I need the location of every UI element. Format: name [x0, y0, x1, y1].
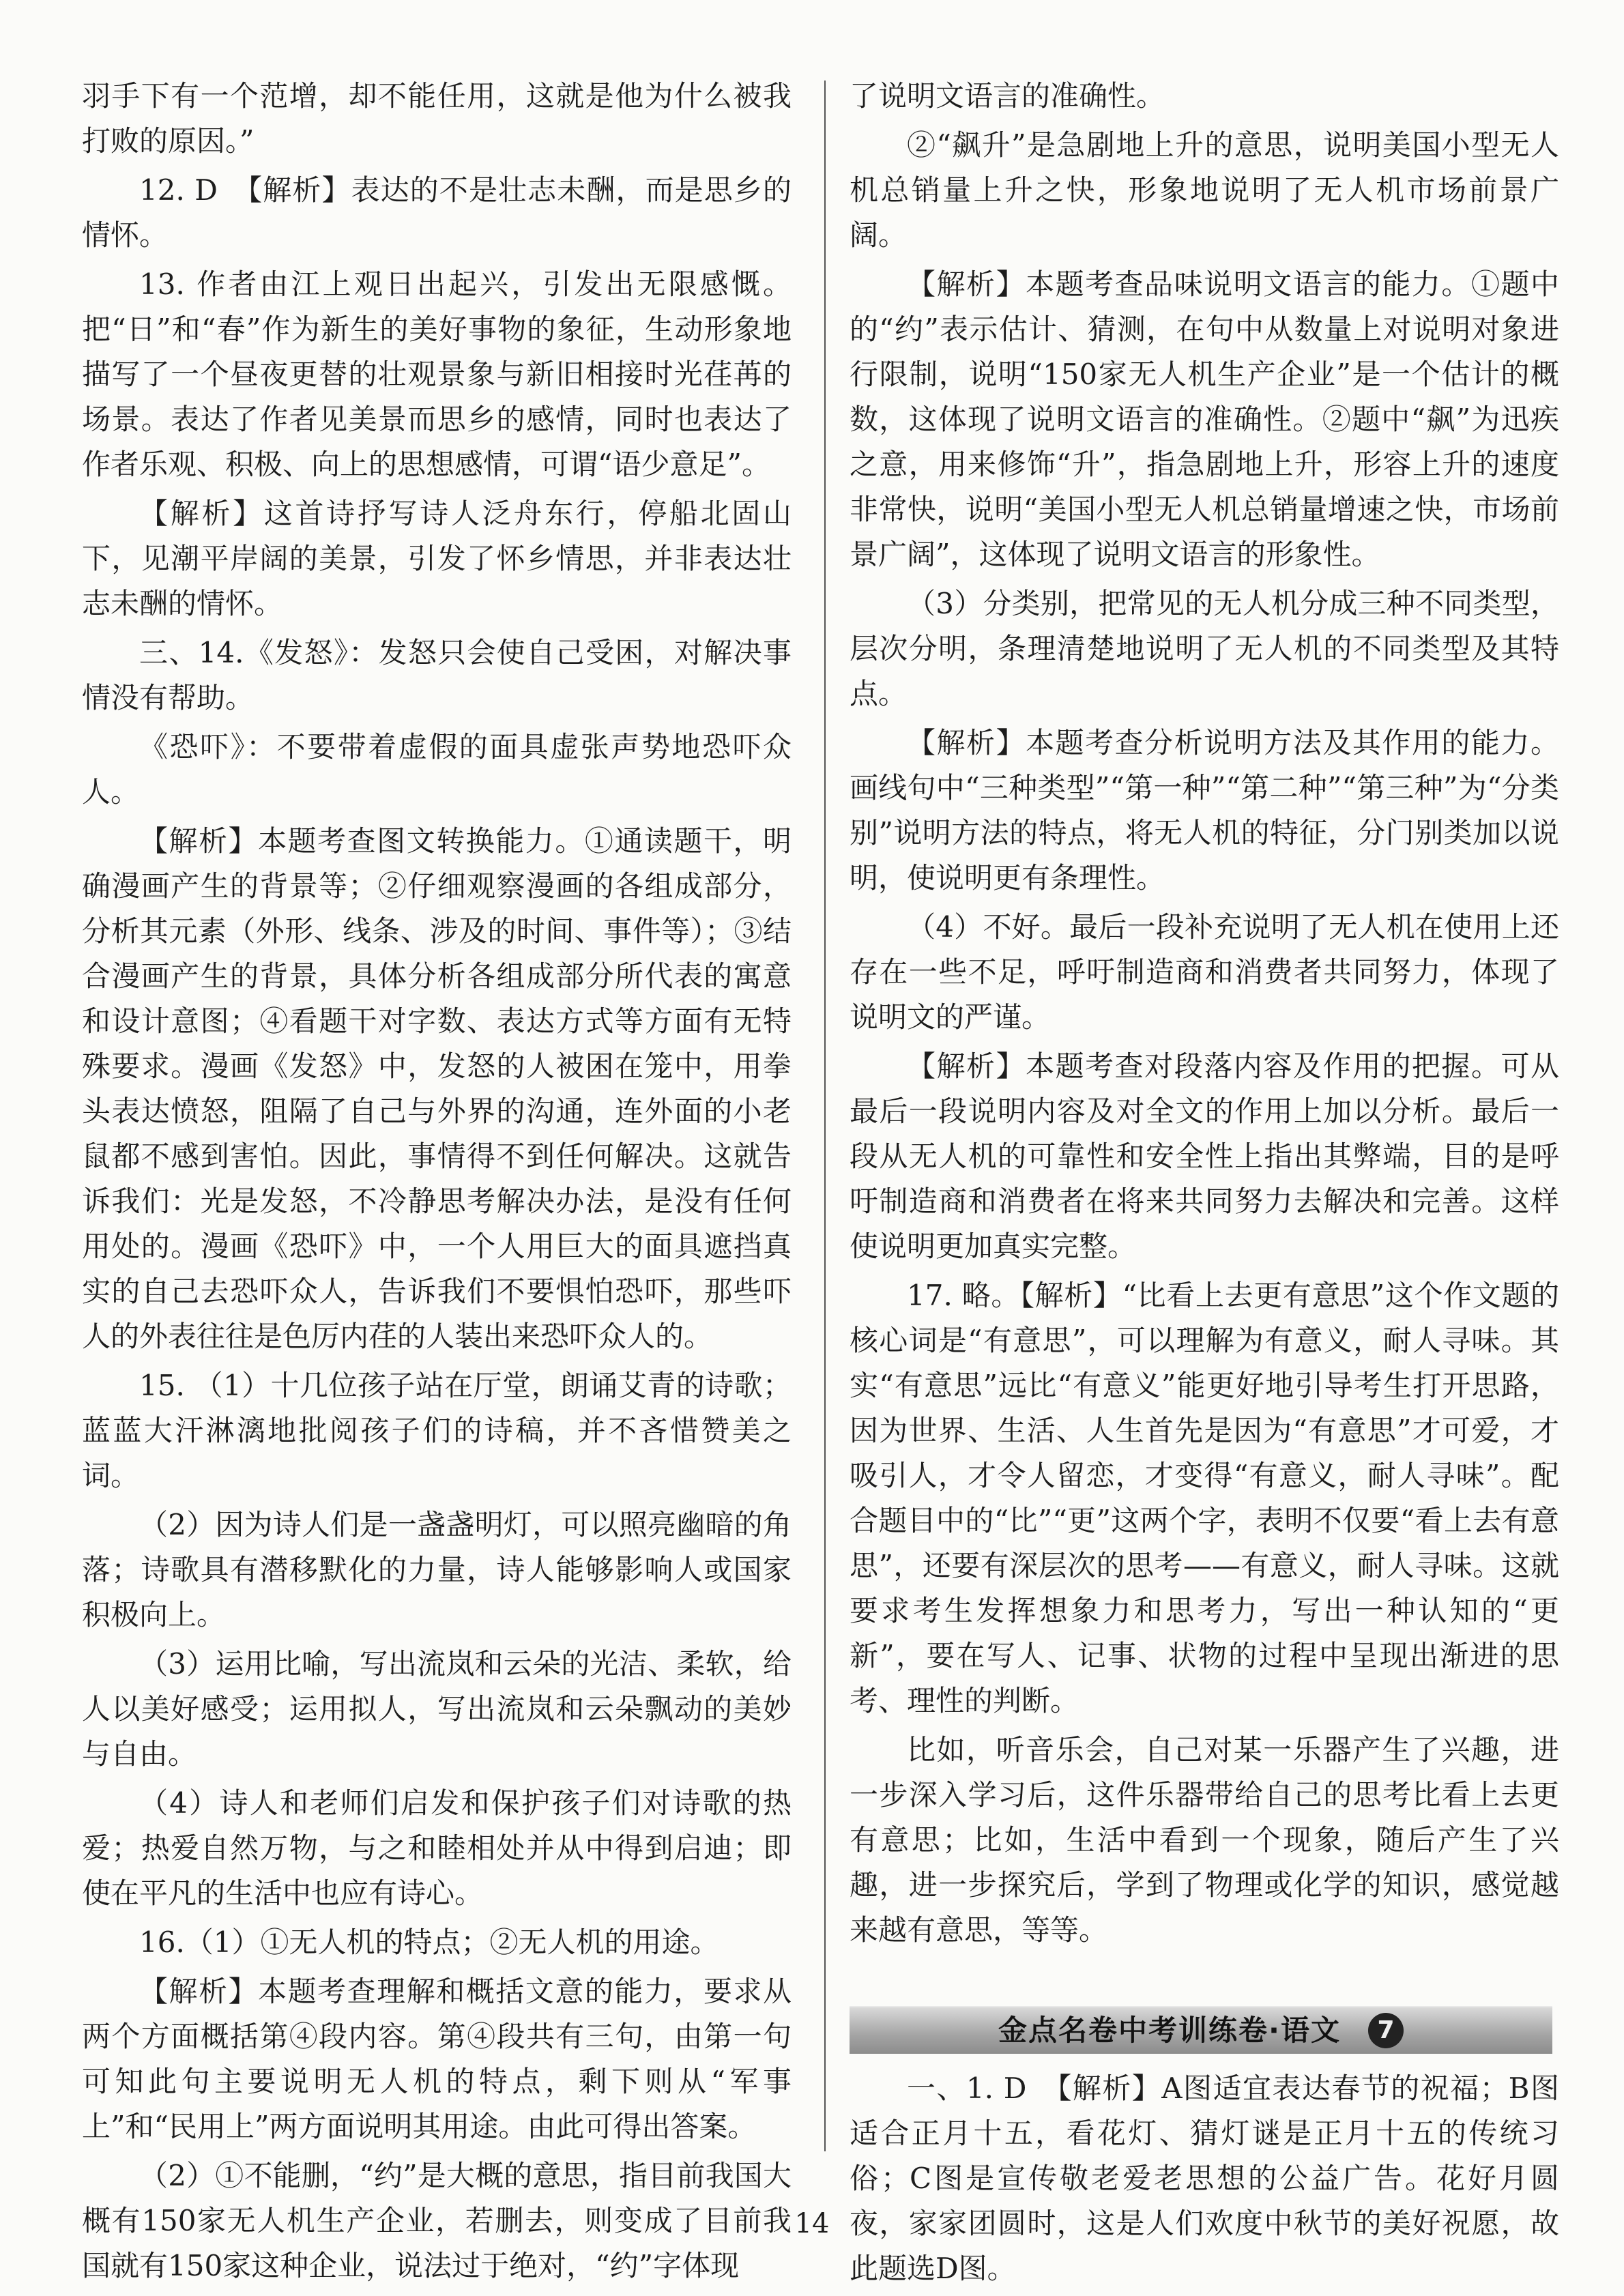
- after-banner-answers: [850, 2066, 1559, 2291]
- answer-paragraph: （2）因为诗人们是一盏盏明灯，可以照亮幽暗的角落；诗歌具有潜移默化的力量，诗人能够影响人或国家积极向上。: [82, 1508, 792, 1631]
- answer-paragraph: （3）运用比喻，写出流岚和云朵的光洁、柔软，给人以美好感受；运用拟人，写出流岚和云朵飘动的美妙与自由。: [82, 1647, 792, 1771]
- answer-paragraph: 【解析】本题考查理解和概括文意的能力，要求从两个方面概括第④段内容。第④段共有三句，由第一句可知此句主要说明无人机的特点，剩下则从“军事上”和“民用上”两方面说明其用途。由此可得出答案。: [82, 1975, 792, 2143]
- answer-paragraph: 16.（1）①无人机的特点；②无人机的用途。: [139, 1926, 719, 1959]
- banner-number-badge: 7: [1368, 2013, 1404, 2048]
- answer-paragraph: 一、1. D 【解析】A图适宜表达春节的祝福；B图适合正月十五，看花灯、猜灯谜是正月十五的传统习俗；C图是宣传敬老爱老思想的公益广告。花好月圆夜，家家团圆时，这是人们欢度中秋节的美好祝愿，故此题选D图。: [850, 2072, 1559, 2285]
- answer-paragraph: （4）不好。最后一段补充说明了无人机在使用上还存在一些不足，呼吁制造商和消费者共同努力，体现了说明文的严谨。: [850, 910, 1559, 1034]
- answer-paragraph: 比如，听音乐会，自己对某一乐器产生了兴趣，进一步深入学习后，这件乐器带给自己的思考比看上去更有意思；比如，生活中看到一个现象，随后产生了兴趣，进一步探究后，学到了物理或化学的知识，感觉越来越有意思，等等。: [850, 1733, 1559, 1947]
- answer-paragraph: （4）诗人和老师们启发和保护孩子们对诗歌的热爱；热爱自然万物，与之和睦相处并从中得到启迪；即使在平凡的生活中也应有诗心。: [82, 1786, 792, 1910]
- answer-paragraph: 【解析】本题考查对段落内容及作用的把握。可从最后一段说明内容及对全文的作用上加以分析。最后一段从无人机的可靠性和安全性上指出其弊端，目的是呼吁制造商和消费者在将来共同努力去解决和完善。这样使说明更加真实完整。: [850, 1049, 1559, 1263]
- banner-title: 金点名卷中考训练卷·语文: [998, 2014, 1341, 2047]
- answer-paragraph: （2）①不能删，“约”是大概的意思，指目前我国大概有150家无人机生产企业，若删去，则变成了目前我国就有150家这种企业，说法过于绝对，“约”字体现: [82, 2159, 792, 2282]
- right-column: [850, 74, 1559, 2295]
- answer-paragraph: 三、14.《发怒》：发怒只会使自己受困，对解决事情没有帮助。: [82, 636, 792, 714]
- answer-paragraph: 17. 略。【解析】“比看上去更有意思”这个作文题的核心词是“有意思”，可以理解为有意义，耐人寻味。其实“有意思”远比“有意义”能更好地引导考生打开思路，因为世界、生活、人生首先是因为“有意思”才可爱，才吸引人，才令人留恋，才变得“有意义，耐人寻味”。配合题目中的“比”“更”这两个字，表明不仅要“看上去有意思”，还要有深层次的思考——有意义，耐人寻味。这就要求考生发挥想象力和思考力，写出一种认知的“更新”，要在写人、记事、状物的过程中呈现出渐进的思考、理性的判断。: [850, 1279, 1559, 1717]
- answer-paragraph: 了说明文语言的准确性。: [850, 79, 1165, 113]
- right-answers: [850, 74, 1559, 1953]
- page-number: 14: [794, 2208, 830, 2239]
- answer-paragraph: 15. （1）十几位孩子站在厅堂，朗诵艾青的诗歌；蓝蓝大汗淋漓地批阅孩子们的诗稿，并不吝惜赞美之词。: [82, 1369, 792, 1492]
- left-column: [82, 74, 792, 2293]
- answer-paragraph: 《恐吓》：不要带着虚假的面具虚张声势地恐吓众人。: [82, 730, 792, 809]
- answer-paragraph: （3）分类别，把常见的无人机分成三种不同类型，层次分明，条理清楚地说明了无人机的不同类型及其特点。: [850, 587, 1559, 710]
- answer-paragraph: 12. D 【解析】表达的不是壮志未酬，而是思乡的情怀。: [82, 173, 792, 252]
- answer-paragraph: 羽手下有一个范增，却不能任用，这就是他为什么被我打败的原因。”: [82, 79, 792, 158]
- section-banner: [850, 2006, 1552, 2054]
- answer-paragraph: 【解析】这首诗抒写诗人泛舟东行，停船北固山下，见潮平岸阔的美景，引发了怀乡情思，并非表达壮志未酬的情怀。: [82, 497, 792, 620]
- answer-paragraph: 【解析】本题考查分析说明方法及其作用的能力。画线句中“三种类型”“第一种”“第二种”“第三种”为“分类别”说明方法的特点，将无人机的特征，分门别类加以说明，使说明更有条理性。: [850, 726, 1559, 895]
- answer-paragraph: ②“飙升”是急剧地上升的意思，说明美国小型无人机总销量上升之快，形象地说明了无人机市场前景广阔。: [850, 128, 1559, 252]
- answer-paragraph: 【解析】本题考查图文转换能力。①通读题干，明确漫画产生的背景等；②仔细观察漫画的各组成部分，分析其元素（外形、线条、涉及的时间、事件等）；③结合漫画产生的背景，具体分析各组成部分所代表的寓意和设计意图；④看题干对字数、表达方式等方面有无特殊要求。漫画《发怒》中，发怒的人被困在笼中，用拳头表达愤怒，阻隔了自己与外界的沟通，连外面的小老鼠都不感到害怕。因此，事情得不到任何解决。这就告诉我们：光是发怒，不冷静思考解决办法，是没有任何用处的。漫画《恐吓》中，一个人用巨大的面具遮挡真实的自己去恐吓众人，告诉我们不要惧怕恐吓，那些吓人的外表往往是色厉内荏的人装出来恐吓众人的。: [82, 824, 792, 1353]
- column-divider: [824, 81, 826, 2151]
- answer-paragraph: 13. 作者由江上观日出起兴，引发出无限感慨。把“日”和“春”作为新生的美好事物的象征，生动形象地描写了一个昼夜更替的壮观景象与新旧相接时光荏苒的场景。表达了作者见美景而思乡的感情，同时也表达了作者乐观、积极、向上的思想感情，可谓“语少意足”。: [82, 267, 792, 481]
- answer-paragraph: 【解析】本题考查品味说明文语言的能力。①题中的“约”表示估计、猜测，在句中从数量上对说明对象进行限制，说明“150家无人机生产企业”是一个估计的概数，这体现了说明文语言的准确性。②题中“飙”为迅疾之意，用来修饰“升”，指急剧地上升，形容上升的速度非常快，说明“美国小型无人机总销量增速之快，市场前景广阔”，这体现了说明文语言的形象性。: [850, 267, 1559, 571]
